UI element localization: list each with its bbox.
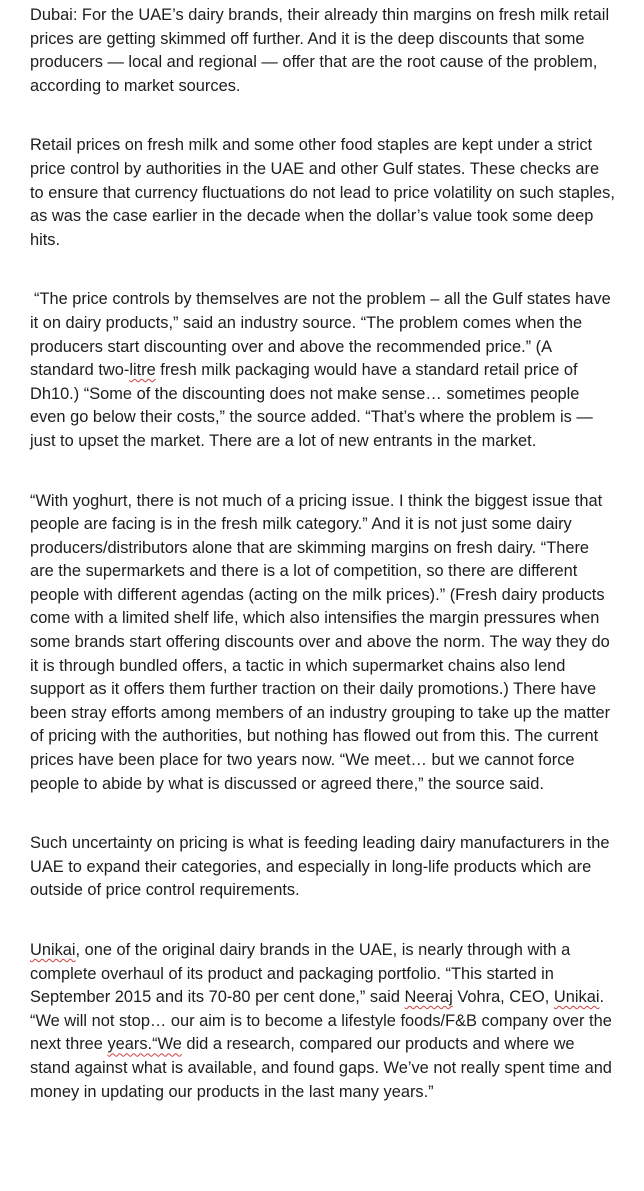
spellcheck-word-years: years.“We xyxy=(107,1035,182,1054)
paragraph-3-text-b: fresh milk packaging would have a standard retail price of Dh10.) “Some of the discounting does not make sense… sometimes people even go below their costs,” the source added. “That’s where the problem is — just to upset the market. There are a lot of new entrants in the market. xyxy=(30,361,593,450)
paragraph-2: Retail prices on fresh milk and some other food staples are kept under a strict price control by authorities in the UAE and other Gulf states. These checks are to ensure that currency fluctuations do not lead to price volatility on such staples, as was the case earlier in the decade when the dollar’s value took some deep hits. xyxy=(30,136,615,249)
paragraph-4: “With yoghurt, there is not much of a pricing issue. I think the biggest issue that people are facing is in the fresh milk category.” And it is not just some dairy producers/distributors alone that are skimming margins on fresh dairy. “There are the supermarkets and there is a lot of competition, so there are different people with different agendas (acting on the milk prices).” (Fresh dairy products come with a limited shelf life, which also intensifies the margin pressures when some brands start offering discounts over and above the norm. The way they do it is through bundled offers, a tactic in which supermarket chains also lend support as it offers them further traction on their daily promotions.) There have been stray efforts among members of an industry grouping to take up the matter of pricing with the authorities, but nothing has flowed out from this. The current prices have been place for two years now. “We meet… but we cannot force people to abide by what is discussed or agreed there,” the source said. xyxy=(30,491,611,793)
spellcheck-word-unikai: Unikai xyxy=(30,941,76,959)
paragraph-6-text-b: Vohra, CEO, xyxy=(452,988,554,1007)
paragraph-1: Dubai: For the UAE’s dairy brands, their already thin margins on fresh milk retail prices are getting skimmed off further. And it is the deep discounts that some producers — local and regional — offer that are the root cause of the problem, according to market sources. xyxy=(30,6,610,95)
spellcheck-word-unikai-2: Unikai xyxy=(553,988,600,1007)
paragraph-6-text-d: did a research, compared our products and where we stand against what is available, and found gaps. We’ve not really spent time and money in updating our products in the last many years.” xyxy=(30,1035,612,1101)
paragraph-6 xyxy=(30,939,616,1104)
spellcheck-word-neeraj: Neeraj xyxy=(404,988,453,1007)
paragraph-6-text-c: . “We will not stop… our aim is to become a lifestyle foods/F&B company over the next three xyxy=(30,988,612,1054)
paragraph-3-text-a: “The price controls by themselves are not the problem – all the Gulf states have it on dairy products,” said an industry source. “The problem comes when the producers start discounting over and above the recommended price.” (A standard two- xyxy=(30,290,611,380)
paragraph-3 xyxy=(30,288,616,453)
paragraph-6-text-a: , one of the original dairy brands in the UAE, is nearly through with a complete overhaul of its product and packaging portfolio. “This started in September 2015 and its 70-80 per cent done,” said xyxy=(30,941,571,1007)
article-body xyxy=(30,4,616,1140)
spellcheck-word-litre: litre xyxy=(129,361,156,380)
paragraph-5: Such uncertainty on pricing is what is feeding leading dairy manufacturers in the UAE to expand their categories, and especially in long-life products which are outside of price control requirements. xyxy=(30,834,610,900)
